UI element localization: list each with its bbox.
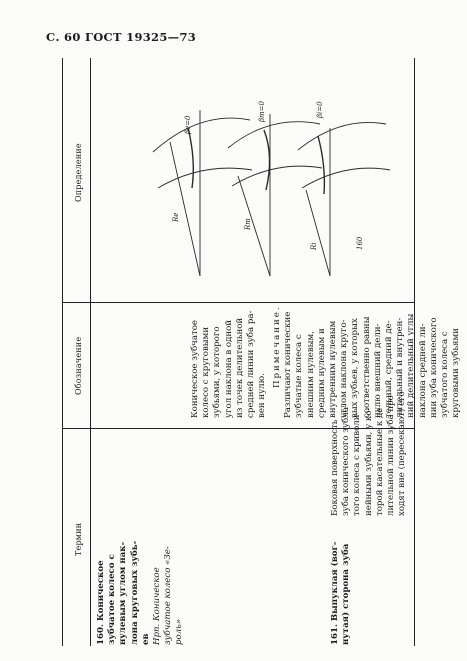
table-top-border (62, 58, 63, 646)
note-line: зубчатого колеса с (440, 331, 451, 418)
definition-line: угол наклона в одной (223, 319, 234, 418)
definition-line: Коническое зубчатое (190, 320, 200, 418)
note-line: внутренним нулевым (328, 320, 339, 418)
definition-line: лительной линии зуба про- (386, 392, 397, 516)
note-title: Примечание. (272, 305, 282, 388)
label-re: Re (172, 212, 180, 222)
note-line: наклона средней ли- (417, 323, 428, 418)
label-ri: Ri (310, 242, 318, 250)
term-line: нутая) сторона зуба (341, 543, 352, 645)
note-line: Различают конические (283, 311, 294, 418)
note-line: углом наклона круго- (339, 319, 350, 418)
definition-line: из точек делительной (234, 317, 245, 418)
page-header: С. 60 ГОСТ 19325—73 (46, 30, 197, 44)
figure-caption: 160 (356, 236, 364, 250)
column-heading-term: Термин (74, 522, 83, 556)
nonpreferred-term-line: роль» (174, 618, 185, 645)
note-line: круговыми зубьями (451, 328, 462, 418)
definition-line: ходят вне (пересекают) его (397, 391, 408, 516)
label-rm: Rm (244, 218, 252, 230)
note-line: нии зуба конического (428, 317, 439, 418)
note-line: лительный и внутрен- (395, 317, 406, 418)
term-line: 161. Выпуклая (вог- (330, 541, 340, 645)
note-line: зубчатые колеса с (294, 334, 305, 418)
definition-line: колесо с круговыми (201, 326, 212, 418)
definition-line: торой касательные к де- (374, 404, 385, 516)
term-line: нулевым углом нак- (118, 541, 129, 645)
term-line: зубчатое колесо с (107, 554, 118, 645)
label-beta-e: βe=0 (184, 115, 192, 134)
definition-line: зуба конического зубча- (341, 404, 352, 516)
term-line: лона круговых зубь- (129, 540, 140, 645)
table-header-divider (90, 58, 91, 646)
label-beta-i: βi=0 (316, 101, 324, 118)
entry-161-definition (330, 266, 408, 516)
definition-line: Боковая поверхность (330, 419, 340, 516)
bevel-gear-figure (140, 90, 412, 290)
definition-line: того колеса с криволи- (352, 411, 363, 516)
note-line: тельный, средний де- (384, 320, 395, 418)
nonpreferred-term-line: Нрп. Коническое (152, 567, 163, 645)
term-line: ев (140, 633, 151, 645)
note-line: нулю внешний дели- (372, 323, 383, 418)
column-heading-definition: Определение (74, 143, 83, 202)
nonpreferred-term-line: зубчатое колесо «Зе- (163, 546, 174, 645)
definition-line: вен нулю. (257, 373, 268, 418)
definition-line: средней линии зуба ра- (246, 310, 257, 418)
entry-160-term (96, 435, 186, 645)
label-beta-m: βm=0 (258, 100, 266, 122)
column-heading-designation: Обозначение (74, 336, 83, 395)
definition-line: зубьями, у которого (212, 326, 223, 418)
note-line: вых зубьев, у которых (350, 318, 361, 418)
note-line: ний делительный углы (406, 313, 417, 418)
note-line: соответственно равны (361, 316, 372, 418)
definition-line: нейными зубьями, у ко- (363, 407, 374, 516)
note-line: внешним нулевым, (305, 331, 316, 418)
note-line: средним нулевым и (316, 328, 327, 418)
term-line: 160. Коническое (96, 560, 106, 645)
